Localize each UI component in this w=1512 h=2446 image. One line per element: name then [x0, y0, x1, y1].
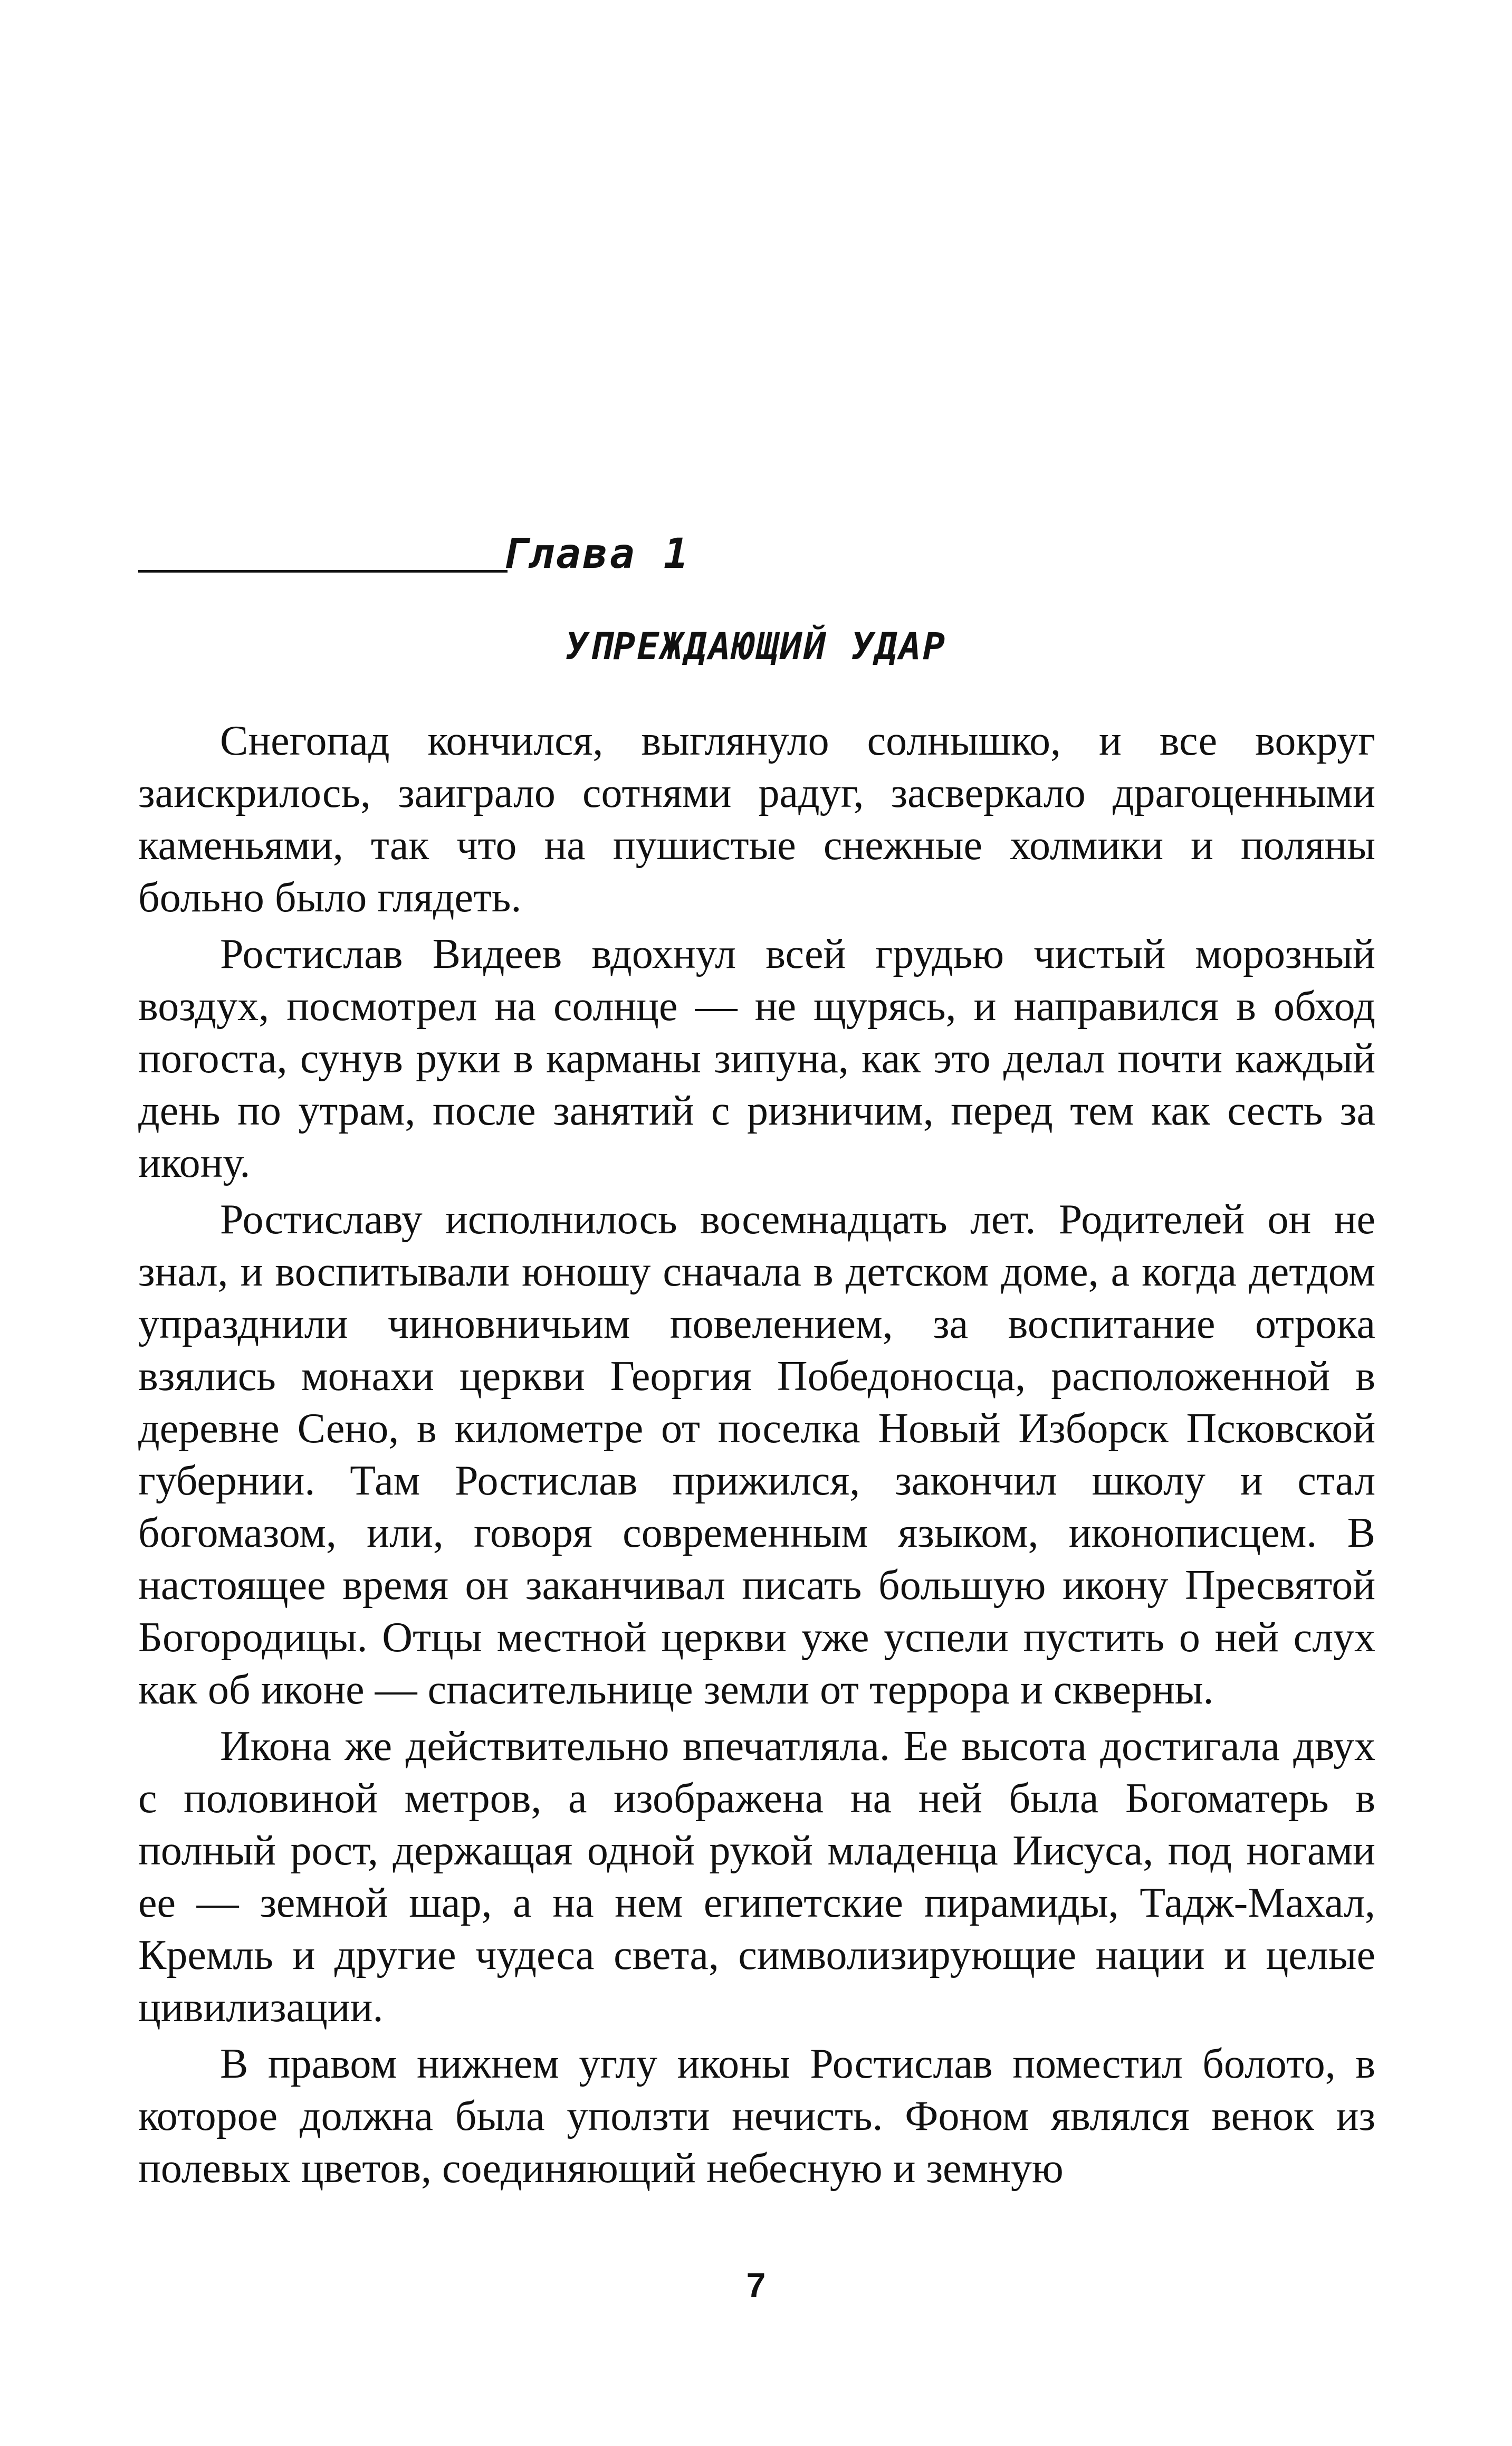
chapter-rule [138, 570, 508, 573]
paragraph: В правом нижнем углу иконы Ростислав поместил болото, в которое должна была уползти нечисть. Фоном являлся венок из полевых цветов, соединяющий небесную и земную [138, 2041, 1375, 2192]
chapter-heading [138, 528, 729, 586]
chapter-label: Глава 1 [502, 530, 691, 578]
paragraph: Ростиславу исполнилось восемнадцать лет. Родителей он не знал, и воспитывали юношу сначала в детском доме, а когда детдом упразднили чиновничьим повелением, за воспитание отрока взялись монахи церкви Георгия Победоносца, расположенной в деревне Сено, в километре от поселка Новый Изборск Псковской губернии. Там Ростислав прижился, закончил школу и стал богомазом, или, говоря современным языком, иконописцем. В настоящее время он заканчивал писать большую икону Пресвятой Богородицы. Отцы местной церкви уже успели пустить о ней слух как об иконе — спасительнице земли от террора и скверны. [138, 1196, 1375, 1713]
paragraph: Ростислав Видеев вдохнул всей грудью чистый морозный воздух, посмотрел на солнце — не щурясь, и направился в обход погоста, сунув руки в карманы зипуна, как это делал почти каждый день по утрам, после занятий с ризничим, перед тем как сесть за икону. [138, 931, 1375, 1186]
paragraph: Икона же действительно впечатляла. Ее высота достигала двух с половиной метров, а изображена на ней была Богоматерь в полный рост, держащая одной рукой младенца Иисуса, под ногами ее — земной шар, а на нем египетские пирамиды, Тадж-Махал, Кремль и другие чудеса света, символизирующие нации и целые цивилизации. [138, 1723, 1375, 2031]
chapter-title: УПРЕЖДАЮЩИЙ УДАР [565, 625, 947, 668]
page-number: 7 [746, 2266, 766, 2305]
body-text [138, 715, 1375, 2195]
paragraph: Снегопад кончился, выглянуло солнышко, и все вокруг заискрилось, заиграло сотнями радуг, засверкало драгоценными каменьями, так что на пушистые снежные холмики и поляны больно было глядеть. [138, 718, 1375, 921]
